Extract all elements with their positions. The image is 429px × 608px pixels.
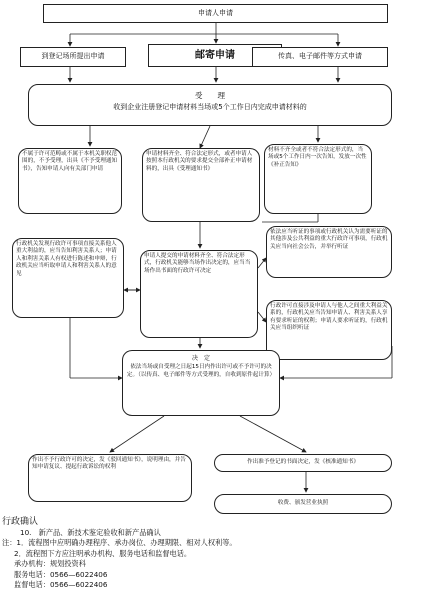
mail-box: 邮寄申请 — [148, 44, 282, 67]
accept-box — [28, 84, 392, 126]
decision-title: 决 定 — [191, 355, 210, 362]
accept-title: 受 理 — [195, 91, 225, 100]
notes-supervision-phone: 监督电话：0566—6022406 — [14, 580, 108, 589]
notes-note1: 注：1．流程图中应明确办理程序、承办岗位、办理期限、相对人权利等。 — [2, 538, 237, 547]
notes-note2: 2．流程图下方应注明承办机构、服务电话和监督电话。 — [14, 548, 192, 558]
left-notice-box: 不属于许可范畴或不属于本机关职权范围的，不予受理，出具《不予受理通知书》，告知申请人向有关部门申请 — [18, 148, 122, 214]
mid-notice-box: 申请材料齐全、符合法定形式，或者申请人按照本行政机关的要求提交全部补正申请材料的，出具《受理通知书》 — [142, 148, 260, 222]
notes-item: 10. 新产品、新技术鉴定验收和新产品确认 — [20, 527, 161, 537]
reject-box: 作出不予行政许可的决定，发《驳回通知书》，说明理由，并告知申请复议、提起行政诉讼的权利 — [28, 454, 192, 502]
fax-box: 传真、电子邮件等方式申请 — [252, 47, 388, 67]
notes-section — [2, 517, 427, 591]
decision-box — [122, 350, 280, 416]
notes-org: 承办机构：规划投资科 — [14, 559, 86, 568]
fee-box: 收费、颁发营业执照 — [214, 494, 392, 514]
notes-heading: 行政确认 — [2, 517, 39, 527]
notes-service-phone: 服务电话：0566—6022406 — [14, 569, 108, 579]
onsite-box: 到登记场所提出申请 — [20, 47, 126, 67]
hearing-bottom-box: 行政许可直接涉及申请人与他人之间重大利益关系的，行政机关应当告知申请人、利害关系人享有要求听证的权利；申请人要求听证的，行政机关应当组织听证 — [266, 300, 392, 360]
approve-box: 作出准予登记的书面决定，发《核准通知书》 — [214, 454, 392, 472]
review-box: 申请人提交的申请材料齐全、符合法定形式，行政机关能够当场作出决定的，应当当场作出书面的行政许可决定 — [140, 250, 258, 338]
apply-box: 申请人申请 — [43, 4, 388, 23]
statement-box: 行政机关发现行政许可事项直接关系他人重大利益的，应当告知利害关系人；申请人和利害关系人有权进行陈述和申辩，行政机关应当听取申请人和利害关系人的意见 — [12, 238, 124, 318]
hearing-top-box: 依法应当听证的事项或行政机关认为需要听证的其他涉及公共利益的重大行政许可事项，行政机关应当向社会公告，并举行听证 — [266, 226, 392, 278]
accept-desc: 收到企业注册登记申请材料当场或5个工作日内完成申请材料的 — [113, 103, 307, 112]
decision-desc: 依法当场或自受理之日起15日内作出许可或不予许可的决定。（以传真、电子邮件等方式受理的，自收到原件起计算） — [126, 364, 276, 378]
right-notice-box: 材料不齐全或者不符合法定形式的，当场或5个工作日内一次告知，发放一次性《补正告知》 — [264, 144, 372, 214]
